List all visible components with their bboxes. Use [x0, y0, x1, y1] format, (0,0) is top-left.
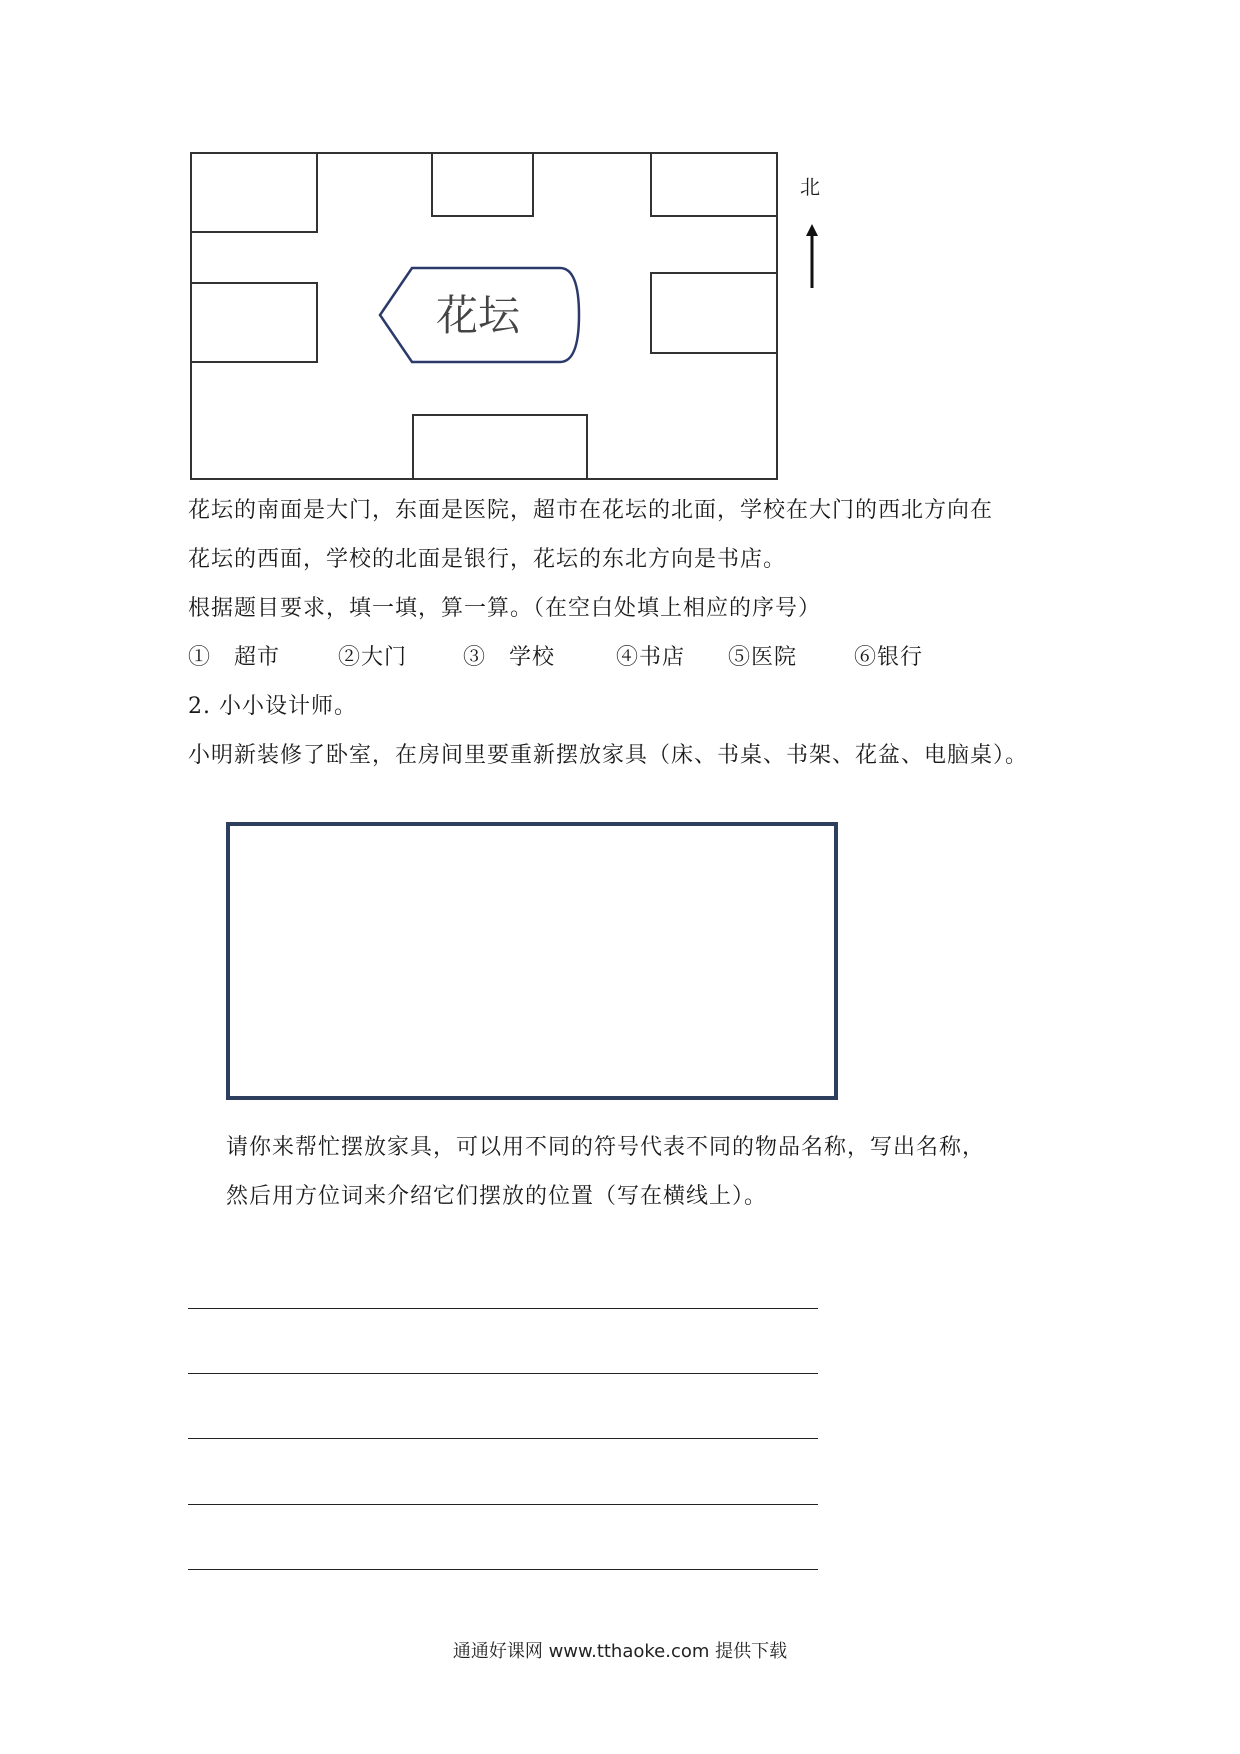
answer-line-5[interactable]	[188, 1569, 818, 1570]
footer-text: 通通好课网 www.tthaoke.com 提供下载	[452, 1641, 788, 1662]
option-3: ③ 学校	[463, 645, 556, 670]
answer-line-4[interactable]	[188, 1504, 818, 1505]
building-top-middle	[432, 153, 533, 216]
option-2: ②大门	[338, 645, 408, 670]
flowerbed-label: 花坛	[435, 291, 521, 340]
instruction-line: 根据题目要求，填一填，算一算。（在空白处填上相应的序号）	[188, 596, 822, 621]
building-south	[413, 415, 587, 479]
description-line-1: 花坛的南面是大门，东面是医院，超市在花坛的北面，学校在大门的西北方向在	[188, 498, 994, 523]
option-6: ⑥银行	[854, 645, 924, 670]
building-top-right	[651, 153, 777, 216]
section-2-intro: 小明新装修了卧室，在房间里要重新摆放家具（床、书桌、书架、花盆、电脑桌）。	[188, 743, 1029, 768]
option-1: ① 超市	[188, 645, 281, 670]
option-5: ⑤医院	[728, 645, 798, 670]
room-box	[226, 822, 838, 1100]
answer-line-1[interactable]	[188, 1308, 818, 1309]
options-row	[188, 643, 988, 673]
description-line-2: 花坛的西面，学校的北面是银行，花坛的东北方向是书店。	[188, 547, 787, 572]
answer-line-3[interactable]	[188, 1438, 818, 1439]
building-top-left	[191, 153, 317, 232]
north-label: 北	[800, 175, 820, 199]
map-diagram	[190, 152, 778, 480]
task-line-1: 请你来帮忙摆放家具，可以用不同的符号代表不同的物品名称，写出名称，	[226, 1135, 986, 1160]
task-line-2: 然后用方位词来介绍它们摆放的位置（写在横线上）。	[226, 1184, 768, 1209]
north-arrow-icon	[800, 222, 834, 290]
building-west	[191, 283, 317, 362]
section-2-title: 2. 小小设计师。	[188, 694, 357, 719]
answer-line-2[interactable]	[188, 1373, 818, 1374]
building-east	[651, 273, 777, 353]
option-4: ④书店	[616, 645, 686, 670]
